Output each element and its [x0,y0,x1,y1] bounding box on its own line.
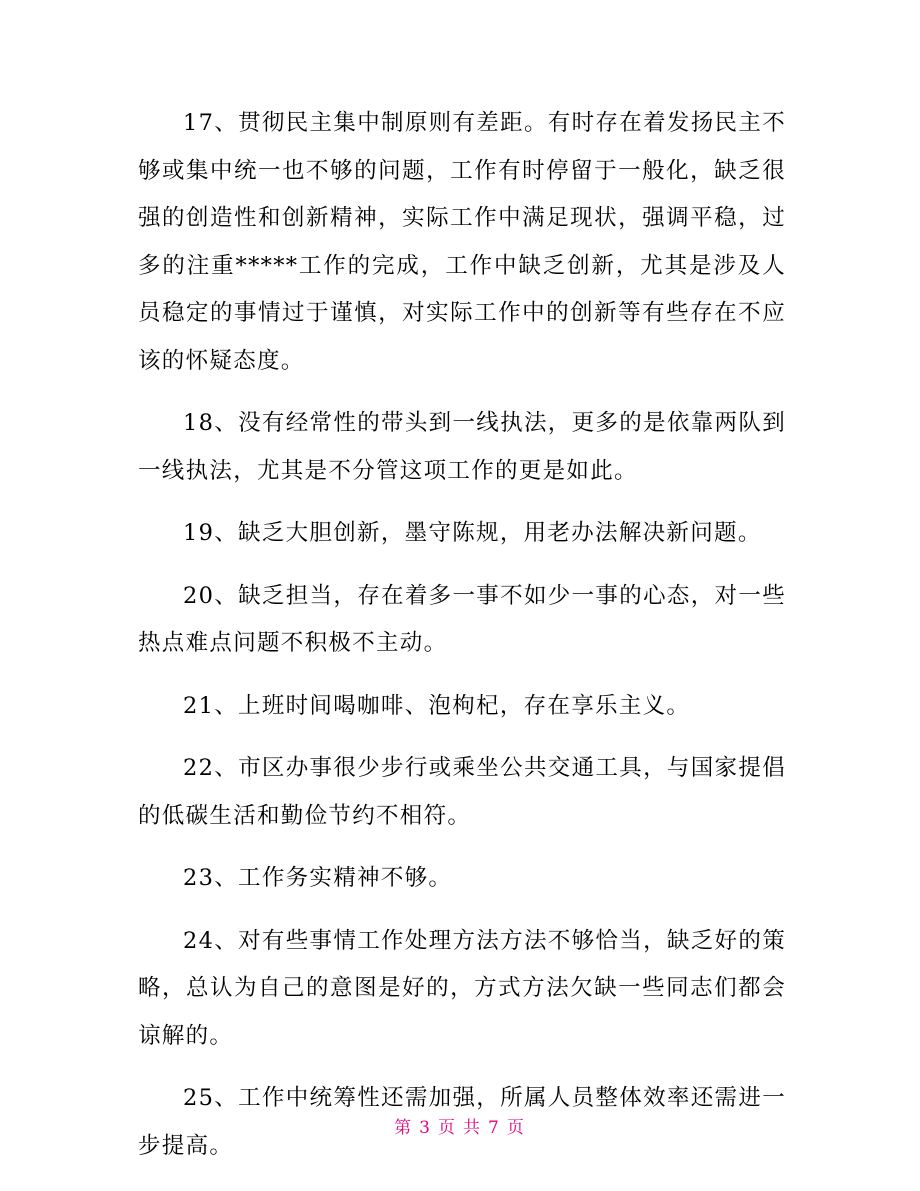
paragraph-17: 17、贯彻民主集中制原则有差距。有时存在着发扬民主不够或集中统一也不够的问题，工作有时停留于一般化，缺乏很强的创造性和创新精神，实际工作中满足现状，强调平稳，过多的注重*****工作的完成，工作中缺乏创新，尤其是涉及人员稳定的事情过于谨慎，对实际工作中的创新等有些存在不应该的怀疑态度。 [138,110,786,374]
paragraph-24: 24、对有些事情工作处理方法方法不够恰当，缺乏好的策略，总认为自己的意图是好的，方式方法欠缺一些同志们都会谅解的。 [138,927,786,1049]
page-footer [0,1113,920,1138]
footer-prefix: 第 [394,1118,414,1138]
footer-current-page: 3 [419,1118,432,1138]
paragraph-18: 18、没有经常性的带头到一线执法，更多的是依靠两队到一线执法，尤其是不分管这项工作的更是如此。 [138,410,786,484]
paragraph-22: 22、市区办事很少步行或乘坐公共交通工具，与国家提倡的低碳生活和勤俭节约不相符。 [138,755,786,829]
footer-page-unit: 页 [438,1118,457,1138]
paragraph-23: 23、工作务实精神不够。 [183,865,453,891]
document-body [138,100,786,1185]
paragraph-19: 19、缺乏大胆创新，墨守陈规，用老办法解决新问题。 [183,520,762,546]
paragraph-25: 25、工作中统筹性还需加强，所属人员整体效率还需进一步提高。 [138,1085,786,1159]
footer-suffix: 页 [506,1118,526,1138]
paragraph-20: 20、缺乏担当，存在着多一事不如少一事的心态，对一些热点难点问题不积极不主动。 [138,582,786,656]
footer-total-label: 共 [463,1118,482,1138]
footer-total-pages: 7 [488,1118,501,1138]
paragraph-21: 21、上班时间喝咖啡、泡枸杞，存在享乐主义。 [183,692,691,719]
